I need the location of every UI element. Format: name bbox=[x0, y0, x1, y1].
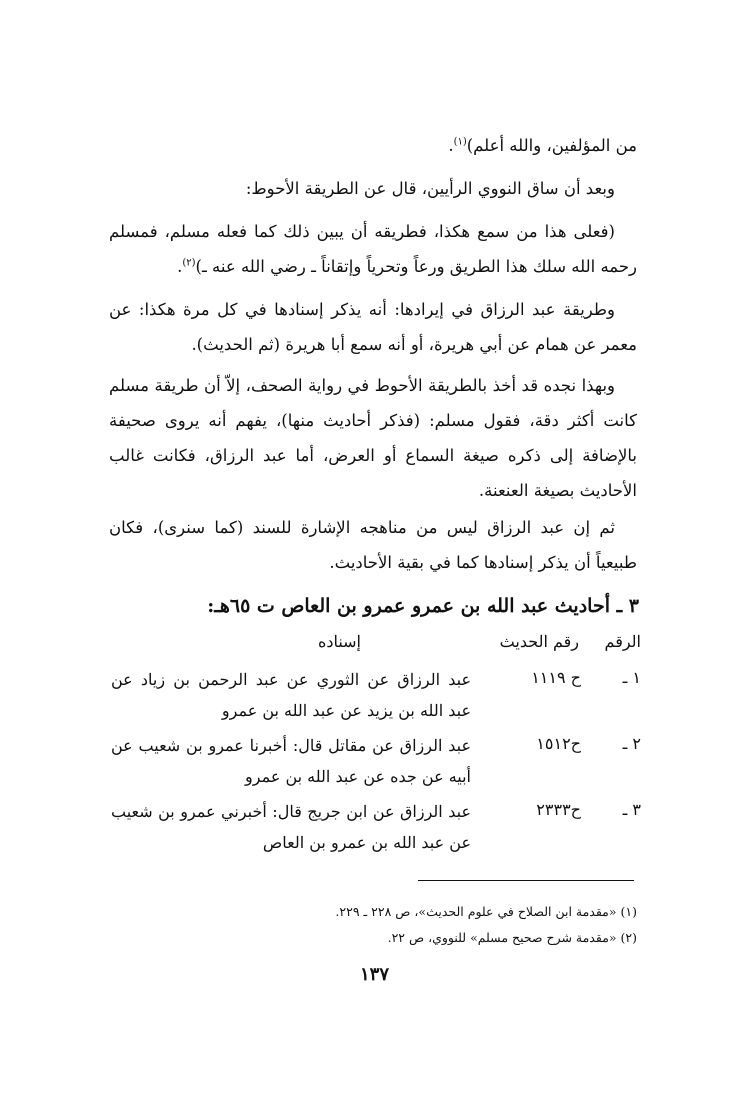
row-hadith-number: ح١٥١٢ bbox=[536, 734, 581, 753]
paragraph-5: وبهذا نجده قد أخذ بالطريقة الأحوط في رواية الصحف، إلاّ أن طريقة مسلم كانت أكثر دقة، فقول مسلم: (فذكر أحاديث منها)، يفهم أنه يروى صحيفة بالإضافة إلى ذكره صيغة السماع أو العرض، أما عبد الرزاق، فكانت غالب الأحاديث بصيغة العنعنة. bbox=[109, 376, 637, 500]
paragraph-3: (فعلى هذا من سمع هكذا، فطريقه أن يبين ذلك كما فعله مسلم، فمسلم رحمه الله سلك هذا الطريق ورعاً وتحرياً وإتقاناً ـ رضي الله عنه ـ)$^{(٢)}$. bbox=[109, 222, 637, 276]
header-num: الرقم bbox=[604, 632, 641, 651]
row-num: ٣ ـ bbox=[622, 800, 641, 819]
header-isnad: إسناده bbox=[317, 632, 361, 651]
footnote-1: (١) «مقدمة ابن الصلاح في علوم الحديث»، ص ٢٢٨ ـ ٢٢٩. bbox=[335, 904, 637, 919]
hadith-table bbox=[111, 632, 641, 862]
table-header bbox=[111, 632, 641, 664]
header-hadith-number: رقم الحديث bbox=[499, 632, 579, 651]
page-number: ١٣٧ bbox=[359, 964, 389, 985]
row-num: ٢ ـ bbox=[622, 734, 641, 753]
table-row bbox=[111, 730, 641, 796]
table-row bbox=[111, 664, 641, 730]
footnote-divider bbox=[418, 880, 634, 881]
row-hadith-number: ح٢٣٣٣ bbox=[536, 800, 581, 819]
paragraph-3-text: (فعلى هذا من سمع هكذا، فطريقه أن يبين ذلك كما فعله مسلم، فمسلم رحمه الله سلك هذا الطريق ورعاً وتحرياً وإتقاناً ـ رضي الله عنه ـ) bbox=[109, 222, 637, 276]
paragraph-1: من المؤلفين، والله أعلم)$^{(١)}$. bbox=[448, 136, 637, 155]
row-isnad: عبد الرزاق عن ابن جريج قال: أخبرني عمرو بن شعيب عن عبد الله بن عمرو بن العاص bbox=[111, 802, 471, 852]
table-row bbox=[111, 796, 641, 862]
row-hadith-number: ح ١١١٩ bbox=[531, 668, 581, 687]
row-isnad: عبد الرزاق عن الثوري عن عبد الرحمن بن زياد عن عبد الله بن يزيد عن عبد الله بن عمرو bbox=[111, 670, 471, 720]
footnote-2: (٢) «مقدمة شرح صحيح مسلم» للنووي، ص ٢٢. bbox=[387, 930, 637, 945]
footnote-ref-1: (١) bbox=[453, 136, 467, 148]
paragraph-1-text: من المؤلفين، والله أعلم) bbox=[466, 136, 637, 155]
paragraph-4: وطريقة عبد الرزاق في إيرادها: أنه يذكر إسنادها في كل مرة هكذا: عن معمر عن همام عن أبي هريرة، أو أنه سمع أبا هريرة (ثم الحديث). bbox=[109, 300, 637, 354]
paragraph-6: ثم إن عبد الرزاق ليس من مناهجه الإشارة للسند (كما سنرى)، فكان طبيعياً أن يذكر إسنادها كما في بقية الأحاديث. bbox=[109, 518, 637, 572]
paragraph-2: وبعد أن ساق النووي الرأيين، قال عن الطريقة الأحوط: bbox=[245, 179, 615, 198]
row-num: ١ ـ bbox=[622, 668, 641, 687]
footnote-ref-2: (٢) bbox=[182, 257, 196, 269]
section-heading: ٣ ـ أحاديث عبد الله بن عمرو عمرو بن العاص ت ٦٥هـ: bbox=[207, 595, 639, 617]
row-isnad: عبد الرزاق عن مقاتل قال: أخبرنا عمرو بن شعيب عن أبيه عن جده عن عبد الله بن عمرو bbox=[111, 736, 471, 786]
